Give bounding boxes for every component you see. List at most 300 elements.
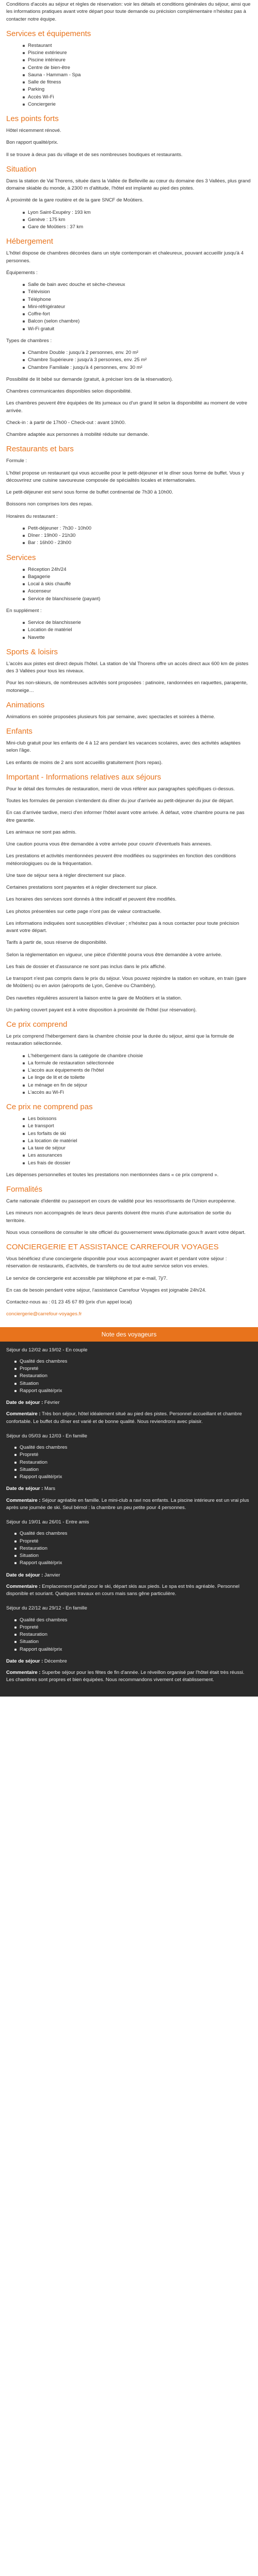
list-item-text: Les frais de dossier <box>28 1160 71 1166</box>
list-item <box>28 581 252 588</box>
paragraph: Les enfants de moins de 2 ans sont accueillis gratuitement (hors repas). <box>6 759 163 766</box>
review-comment-text: Emplacement parfait pour le ski, départ skis aux pieds. Le spa est très agréable. Personnel disponible et souriant. Quelques travaux en cours mais sans gêne particulière. <box>6 1583 239 1597</box>
price-includes-text <box>6 1033 252 1048</box>
list-item <box>28 57 252 64</box>
paragraph: Dans la station de Val Thorens, située dans la Vallée de Belleville au cœur du domaine des 3 Vallées, plus grand domaine skiable du monde, à 2300 m d'altitude, l'hôtel est implanté au pied des pistes. <box>6 178 251 191</box>
bullet-icon <box>23 74 25 76</box>
extras-intro: En supplément : <box>6 607 42 614</box>
bullet-icon <box>23 59 25 61</box>
review-criterion <box>20 1473 252 1481</box>
bullet-icon <box>23 1118 25 1120</box>
list-item <box>28 1130 252 1138</box>
list-item-text: Le ménage en fin de séjour <box>28 1082 88 1088</box>
list-item-text: L'hébergement dans la catégorie de chambre choisie <box>28 1053 143 1059</box>
review-criterion <box>20 1624 252 1631</box>
list-item-text: Navette <box>28 634 45 640</box>
list-item <box>28 1060 252 1067</box>
bullet-icon <box>14 1476 17 1478</box>
review-meta: Séjour du 19/01 au 26/01 - Entre amis <box>6 1519 89 1525</box>
list-item <box>28 588 252 595</box>
list-item-text: Les forfaits de ski <box>28 1130 66 1137</box>
bullet-icon <box>23 1055 25 1057</box>
bullet-icon <box>14 1375 17 1377</box>
list-item-text: La location de matériel <box>28 1138 77 1144</box>
review-comment <box>6 1669 252 1684</box>
review-comment <box>6 1411 252 1426</box>
paragraph: Les informations indiquées sont susceptibles d'évoluer ; n'hésitez pas à nous contacter pour toute précision avant votre départ. <box>6 920 239 934</box>
paragraph: Animations en soirée proposées plusieurs fois par semaine, avec spectacles et soirées à thème. <box>6 714 216 720</box>
paragraph: Pour le détail des formules de restauration, merci de vous référer aux paragraphes spécifiques ci-dessus. <box>6 786 235 792</box>
services-block-title: Services <box>6 553 36 562</box>
list-item-text: Balcon (selon chambre) <box>28 318 80 325</box>
review-comment <box>6 1497 252 1512</box>
bullet-icon <box>23 359 25 361</box>
review-criterion-label: Situation <box>20 1380 39 1386</box>
review-criterion <box>20 1444 252 1451</box>
list-item <box>28 634 252 641</box>
list-item <box>28 296 252 303</box>
list-item-text: Mini-réfrigérateur <box>28 303 66 310</box>
list-item-text: Piscine extérieure <box>28 50 67 56</box>
paragraph: Les animaux ne sont pas admis. <box>6 829 77 835</box>
bullet-icon <box>23 1084 25 1087</box>
list-item <box>28 94 252 101</box>
list-item-text: Parking <box>28 87 45 93</box>
list-item-text: Service de blanchisserie (payant) <box>28 596 101 602</box>
review-criterion <box>20 1380 252 1387</box>
formalities-text <box>6 1198 252 1236</box>
list-item <box>28 209 252 216</box>
list-item-text: Les assurances <box>28 1153 62 1159</box>
list-item <box>28 1074 252 1081</box>
bullet-icon <box>23 52 25 54</box>
reviews-section <box>0 1327 258 1697</box>
list-item <box>28 525 252 532</box>
accommodation-title: Hébergement <box>6 237 53 246</box>
situation-text <box>6 178 252 205</box>
bullet-icon <box>14 1469 17 1471</box>
price-includes-title: Ce prix comprend <box>6 1020 68 1029</box>
list-item-text: Dîner : 19h00 - 21h30 <box>28 533 76 538</box>
reviews-title: Note des voyageurs <box>0 1327 258 1342</box>
bullet-icon <box>23 219 25 221</box>
bullet-icon <box>23 1077 25 1079</box>
review-date <box>6 1399 252 1406</box>
list-item <box>28 289 252 296</box>
list-item <box>28 224 252 231</box>
restaurant-hours-intro: Horaires du restaurant : <box>6 513 58 519</box>
list-item-text: L'accès aux équipements de l'hôtel <box>28 1067 104 1073</box>
bullet-icon <box>23 212 25 214</box>
list-item <box>28 532 252 539</box>
distances-list <box>6 209 252 231</box>
extras-list <box>6 619 252 641</box>
concierge-contact <box>6 1299 252 1306</box>
concierge-email-link[interactable]: conciergerie@carrefour-voyages.fr <box>6 1311 82 1317</box>
review-criterion <box>20 1365 252 1372</box>
bullet-icon <box>14 1454 17 1456</box>
bullet-icon <box>14 1361 17 1363</box>
list-item-text: Piscine intérieure <box>28 57 66 63</box>
bullet-icon <box>23 45 25 47</box>
bullet-icon <box>23 226 25 228</box>
bullet-icon <box>23 81 25 83</box>
paragraph: Possibilité de lit bébé sur demande (gratuit, à préciser lors de la réservation). <box>6 376 173 382</box>
list-item-text: Le transport <box>28 1123 54 1129</box>
list-item <box>28 72 252 79</box>
sports-title: Sports & loisirs <box>6 647 58 656</box>
paragraph: Pour les non-skieurs, de nombreuses activités sont proposées : patinoire, randonnées en raquettes, parapente, motoneige… <box>6 680 248 693</box>
bullet-icon <box>23 583 25 585</box>
review-criterion-label: Qualité des chambres <box>20 1617 68 1623</box>
list-item <box>28 619 252 626</box>
list-item <box>28 1138 252 1145</box>
bullet-icon <box>23 1070 25 1072</box>
review-criterion <box>20 1617 252 1624</box>
list-item-text: Ascenseur <box>28 588 51 595</box>
paragraph: Il se trouve à deux pas du village et de ses nombreuses boutiques et restaurants. <box>6 151 183 158</box>
review-criterion-label: Rapport qualité/prix <box>20 1474 62 1480</box>
services-block-list <box>6 566 252 603</box>
list-item <box>28 1145 252 1152</box>
review-criteria <box>6 1617 252 1653</box>
bullet-icon <box>23 291 25 293</box>
review-criterion <box>20 1538 252 1545</box>
review-date-label: Date de séjour : <box>6 1658 43 1664</box>
list-item-text: Lyon Saint-Exupéry : 193 km <box>28 209 91 215</box>
review-comment <box>6 1583 252 1598</box>
bullet-icon <box>23 598 25 600</box>
list-item-text: Le linge de lit et de toilette <box>28 1075 85 1081</box>
review-criterion-label: Restauration <box>20 1373 47 1379</box>
price-excludes-title: Ce prix ne comprend pas <box>6 1103 93 1111</box>
accommodation-text <box>6 250 252 277</box>
review-criterion-label: Situation <box>20 1553 39 1558</box>
review-comment-label: Commentaire : <box>6 1583 41 1589</box>
reviews-list <box>6 1347 252 1684</box>
bullet-icon <box>23 637 25 639</box>
animations-title: Animations <box>6 700 45 709</box>
paragraph: L'accès aux pistes est direct depuis l'hôtel. La station de Val Thorens offre un accès direct aux 600 km de pistes des 3 Vallées pour tous les niveaux. <box>6 660 249 674</box>
bullet-icon <box>14 1390 17 1392</box>
highlights-text <box>6 127 252 159</box>
bullet-icon <box>23 89 25 91</box>
bullet-icon <box>23 284 25 286</box>
children-text <box>6 740 252 767</box>
paragraph: Toutes les formules de pension s'entendent du dîner du jour d'arrivée au petit-déjeuner du jour de départ. <box>6 798 234 804</box>
review-date <box>6 1572 252 1579</box>
list-item-text: Chambre Supérieure : jusqu'à 3 personnes, env. 25 m² <box>28 357 147 363</box>
review-date-value: Décembre <box>44 1658 67 1664</box>
list-item <box>28 101 252 108</box>
review-comment-label: Commentaire : <box>6 1411 41 1417</box>
list-item <box>28 1152 252 1159</box>
review-criterion <box>20 1372 252 1380</box>
paragraph: Bon rapport qualité/prix. <box>6 140 58 146</box>
list-item-text: Accès Wi-Fi <box>28 94 54 100</box>
paragraph: Carte nationale d'identité ou passeport en cours de validité pour les ressortissants de l'Union européenne. <box>6 1198 236 1204</box>
list-item <box>28 1082 252 1089</box>
review-criteria <box>6 1358 252 1395</box>
paragraph: Le prix comprend l'hébergement dans la chambre choisie pour la durée du séjour, ainsi que la formule de restauration sélectionnée. <box>6 1033 234 1047</box>
list-item-text: Genève : 175 km <box>28 216 66 223</box>
review-criterion-label: Propreté <box>20 1452 39 1458</box>
paragraph: Une taxe de séjour sera à régler directement sur place. <box>6 872 126 878</box>
list-item-text: Sauna - Hammam - Spa <box>28 72 81 78</box>
paragraph: Un parking couvert payant est à votre disposition à proximité de l'hôtel (sur réservation). <box>6 1007 197 1013</box>
list-item-text: Bagagerie <box>28 573 51 580</box>
services-list <box>6 42 252 108</box>
bullet-icon <box>23 328 25 330</box>
paragraph: Le service de conciergerie est accessible par téléphone et par e-mail, 7j/7. <box>6 1275 168 1281</box>
bullet-icon <box>23 1125 25 1127</box>
review-date-label: Date de séjour : <box>6 1400 43 1405</box>
bullet-icon <box>23 313 25 315</box>
bullet-icon <box>14 1649 17 1651</box>
bullet-icon <box>14 1462 17 1464</box>
paragraph: En cas de besoin pendant votre séjour, l'assistance Carrefour Voyages est joignable 24h/24. <box>6 1287 206 1293</box>
list-item <box>28 79 252 86</box>
concierge-text <box>6 1256 252 1294</box>
bullet-icon <box>14 1619 17 1621</box>
review-criterion-label: Restauration <box>20 1545 47 1551</box>
list-item-text: Conciergerie <box>28 101 56 107</box>
bullet-icon <box>14 1540 17 1543</box>
list-item <box>28 318 252 325</box>
bullet-icon <box>23 1140 25 1142</box>
list-item <box>28 1160 252 1167</box>
bullet-icon <box>23 622 25 624</box>
review-date-label: Date de séjour : <box>6 1486 43 1492</box>
list-item-text: Gare de Moûtiers : 37 km <box>28 224 84 230</box>
important-title: Important - Informations relatives aux séjours <box>6 772 162 782</box>
list-item <box>28 626 252 634</box>
bullet-icon <box>23 590 25 592</box>
review-date <box>6 1658 252 1665</box>
review-card <box>6 1605 252 1684</box>
review-criterion-label: Rapport qualité/prix <box>20 1646 62 1652</box>
paragraph: Nous vous conseillons de consulter le site officiel du gouvernement www.diplomatie.gouv.fr avant votre départ. <box>6 1229 246 1235</box>
list-item-text: Local à skis chauffé <box>28 581 71 587</box>
bullet-icon <box>14 1641 17 1643</box>
list-item-text: Location de matériel <box>28 627 72 633</box>
review-criterion-label: Propreté <box>20 1366 39 1371</box>
list-item <box>28 1067 252 1074</box>
bullet-icon <box>23 528 25 530</box>
paragraph: Le transport n'est pas compris dans le prix du séjour. Vous pouvez rejoindre la station en voiture, en train (gare de Moûtiers) ou en avion (aéroports de Lyon, Genève ou Chambéry). <box>6 976 247 989</box>
review-card <box>6 1433 252 1512</box>
accessibility-note: Chambre adaptée aux personnes à mobilité réduite sur demande. <box>6 432 149 437</box>
paragraph: À proximité de la gare routière et de la gare SNCF de Moûtiers. <box>6 197 144 204</box>
bullet-icon <box>14 1447 17 1449</box>
bullet-icon <box>14 1634 17 1636</box>
review-criterion <box>20 1545 252 1552</box>
bullet-icon <box>23 629 25 631</box>
list-item <box>28 364 252 371</box>
price-excludes-list <box>6 1115 252 1167</box>
review-meta: Séjour du 22/12 au 29/12 - En famille <box>6 1605 87 1612</box>
list-item <box>28 64 252 72</box>
bullet-icon <box>14 1548 17 1550</box>
list-item <box>28 281 252 289</box>
review-criterion <box>20 1459 252 1466</box>
sports-text <box>6 660 252 694</box>
list-item-text: Petit-déjeuner : 7h30 - 10h00 <box>28 525 92 531</box>
list-item-text: Téléphone <box>28 296 51 302</box>
paragraph: En cas d'arrivée tardive, merci d'en informer l'hôtel avant votre arrivée. À défaut, votre chambre pourra ne pas être garantie. <box>6 810 245 823</box>
list-item-text: La formule de restauration sélectionnée <box>28 1060 114 1066</box>
review-criterion-label: Propreté <box>20 1624 39 1630</box>
bullet-icon <box>23 306 25 308</box>
review-criterion <box>20 1560 252 1567</box>
review-criteria <box>6 1444 252 1481</box>
bullet-icon <box>23 67 25 69</box>
bullet-icon <box>23 320 25 323</box>
paragraph: Les horaires des services sont donnés à titre indicatif et peuvent être modifiés. <box>6 896 177 903</box>
review-meta: Séjour du 12/02 au 19/02 - En couple <box>6 1347 88 1353</box>
bullet-icon <box>14 1383 17 1385</box>
review-criterion-label: Situation <box>20 1639 39 1645</box>
important-text <box>6 786 252 971</box>
paragraph: Équipements : <box>6 269 38 276</box>
review-comment-label: Commentaire : <box>6 1670 41 1675</box>
bullet-icon <box>23 96 25 98</box>
paragraph: Les prestations et activités mentionnées peuvent être modifiées ou supprimées en fonction des conditions météorologiques ou de la fréquentation. <box>6 853 236 867</box>
list-item <box>28 303 252 311</box>
paragraph: Chambres communicantes disponibles selon disponibilité. <box>6 388 132 394</box>
paragraph: Selon la réglementation en vigueur, une pièce d'identité pourra vous être demandée à votre arrivée. <box>6 952 222 958</box>
list-item <box>28 573 252 581</box>
list-item-text: Wi-Fi gratuit <box>28 326 55 332</box>
list-item <box>28 86 252 93</box>
concierge-phone: 01 23 45 67 89 (prix d'un appel local) <box>51 1299 132 1305</box>
paragraph: Check-in : à partir de 17h00 - Check-out : avant 10h00. <box>6 419 126 426</box>
list-item-text: Chambre Double : jusqu'à 2 personnes, env. 20 m² <box>28 350 138 355</box>
list-item <box>28 1053 252 1060</box>
review-date-label: Date de séjour : <box>6 1572 43 1578</box>
transport-text <box>6 975 252 1014</box>
review-criterion-label: Qualité des chambres <box>20 1531 68 1537</box>
review-comment-text: Superbe séjour pour les fêtes de fin d'année. Le réveillon organisé par l'hôtel était très réussi. Les chambres sont propres et bien équipées. Nous recommandons vivement cet établissement. <box>6 1670 245 1683</box>
review-comment-label: Commentaire : <box>6 1497 41 1503</box>
intro-text: Conditions d'accès au séjour et règles de réservation: voir les détails et conditions générales du séjour, ainsi que les informations pratiques avant votre départ pour toute demande ou précision complémentaire n'hésitez pas à contacter notre équipe. <box>6 2 251 22</box>
paragraph: Le petit-déjeuner est servi sous forme de buffet continental de 7h30 à 10h00. <box>6 489 173 495</box>
review-card <box>6 1519 252 1598</box>
room-types-intro: Types de chambres : <box>6 337 52 344</box>
review-comment-text: Très bon séjour, hôtel idéalement situé au pied des pistes. Personnel accueillant et chambre confortable. Le buffet du dîner est varié et de bonne qualité. Nous reviendrons avec plaisir. <box>6 1411 242 1425</box>
price-excludes-note: Les dépenses personnelles et toutes les prestations non mentionnées dans « ce prix comprend ». <box>6 1172 219 1178</box>
paragraph: Hôtel récemment rénové. <box>6 128 61 133</box>
room-types-list <box>6 349 252 371</box>
list-item-text: Réception 24h/24 <box>28 566 67 572</box>
bullet-icon <box>14 1555 17 1557</box>
list-item <box>28 349 252 357</box>
restaurant-hours-list <box>6 525 252 547</box>
review-criterion-label: Qualité des chambres <box>20 1445 68 1450</box>
formalities-title: Formalités <box>6 1185 43 1194</box>
bullet-icon <box>23 1092 25 1094</box>
list-item <box>28 311 252 318</box>
review-date <box>6 1485 252 1493</box>
list-item-text: Télévision <box>28 289 50 295</box>
review-criterion-label: Situation <box>20 1466 39 1472</box>
paragraph: Les chambres peuvent être équipées de lits jumeaux ou d'un grand lit selon la disponibilité au moment de votre arrivée. <box>6 400 248 414</box>
bullet-icon <box>14 1626 17 1629</box>
review-criterion-label: Propreté <box>20 1538 39 1544</box>
review-date-value: Février <box>44 1400 60 1405</box>
review-criterion-label: Qualité des chambres <box>20 1358 68 1364</box>
paragraph: Une caution pourra vous être demandée à votre arrivée pour couvrir d'éventuels frais annexes. <box>6 841 212 847</box>
list-item <box>28 357 252 364</box>
list-item-text: Centre de bien-être <box>28 64 70 71</box>
list-item-text: Service de blanchisserie <box>28 620 81 625</box>
bullet-icon <box>23 1162 25 1164</box>
concierge-title: CONCIERGERIE ET ASSISTANCE CARREFOUR VOYAGES <box>6 1243 219 1251</box>
bullet-icon <box>14 1368 17 1370</box>
bullet-icon <box>23 542 25 544</box>
list-item <box>28 42 252 49</box>
review-criterion <box>20 1530 252 1537</box>
bullet-icon <box>23 367 25 369</box>
restaurants-intro: Formule : <box>6 458 27 464</box>
paragraph: Des navettes régulières assurent la liaison entre la gare de Moûtiers et la station. <box>6 995 182 1001</box>
list-item <box>28 326 252 333</box>
paragraph: L'hôtel propose un restaurant qui vous accueille pour le petit-déjeuner et le dîner sous forme de buffet. Vous y découvrirez une cuisine savoureuse composée de spécialités locales et internationales. <box>6 470 245 483</box>
paragraph: Tarifs à partir de, sous réserve de disponibilité. <box>6 940 107 946</box>
bullet-icon <box>23 352 25 354</box>
list-item-text: L'accès au Wi-Fi <box>28 1089 64 1095</box>
list-item-text: Coffre-fort <box>28 311 50 317</box>
paragraph: Certaines prestations sont payantes et à régler directement sur place. <box>6 885 158 890</box>
list-item-text: Salle de fitness <box>28 79 61 85</box>
bullet-icon <box>23 1155 25 1157</box>
restaurants-text <box>6 470 252 509</box>
accommodation-notes <box>6 376 252 427</box>
review-criteria <box>6 1530 252 1567</box>
bullet-icon <box>23 1062 25 1064</box>
paragraph: Vous bénéficiez d'une conciergerie disponible pour vous accompagner avant et pendant votre séjour : réservation de restaurants, d'activités, de transferts ou de tout autre service selon vos envies. <box>6 1256 227 1269</box>
review-criterion-label: Rapport qualité/prix <box>20 1560 62 1566</box>
paragraph: Les photos présentées sur cette page n'ont pas de valeur contractuelle. <box>6 908 162 914</box>
list-item-text: Chambre Familiale : jusqu'à 4 personnes, env. 30 m² <box>28 364 142 370</box>
concierge-contact-intro: Contactez-nous au : <box>6 1299 51 1305</box>
list-item <box>28 1089 252 1096</box>
review-criterion-label: Rapport qualité/prix <box>20 1387 62 1394</box>
list-item <box>28 596 252 603</box>
situation-title: Situation <box>6 164 37 174</box>
concierge-email <box>6 1311 252 1318</box>
highlights-title: Les points forts <box>6 114 59 123</box>
review-date-value: Janvier <box>44 1572 60 1578</box>
review-criterion <box>20 1638 252 1646</box>
bullet-icon <box>23 1133 25 1135</box>
review-criterion <box>20 1552 252 1560</box>
list-item <box>28 49 252 57</box>
paragraph: Mini-club gratuit pour les enfants de 4 à 12 ans pendant les vacances scolaires, avec des activités adaptées selon l'âge. <box>6 740 241 754</box>
paragraph: L'hôtel dispose de chambres décorées dans un style contemporain et chaleureux, pouvant accueillir jusqu'à 4 personnes. <box>6 250 244 264</box>
list-item <box>28 539 252 547</box>
children-title: Enfants <box>6 727 33 736</box>
price-includes-list <box>6 1053 252 1097</box>
review-meta: Séjour du 05/03 au 12/03 - En famille <box>6 1433 87 1439</box>
list-item-text: La taxe de séjour <box>28 1145 66 1151</box>
services-title: Services et équipements <box>6 29 91 38</box>
list-item-text: Bar : 16h00 - 23h00 <box>28 540 71 546</box>
review-criterion-label: Restauration <box>20 1632 47 1637</box>
bullet-icon <box>23 104 25 106</box>
paragraph: Les mineurs non accompagnés de leurs deux parents doivent être munis d'une autorisation de sortie du territoire. <box>6 1210 231 1224</box>
review-criterion <box>20 1451 252 1459</box>
